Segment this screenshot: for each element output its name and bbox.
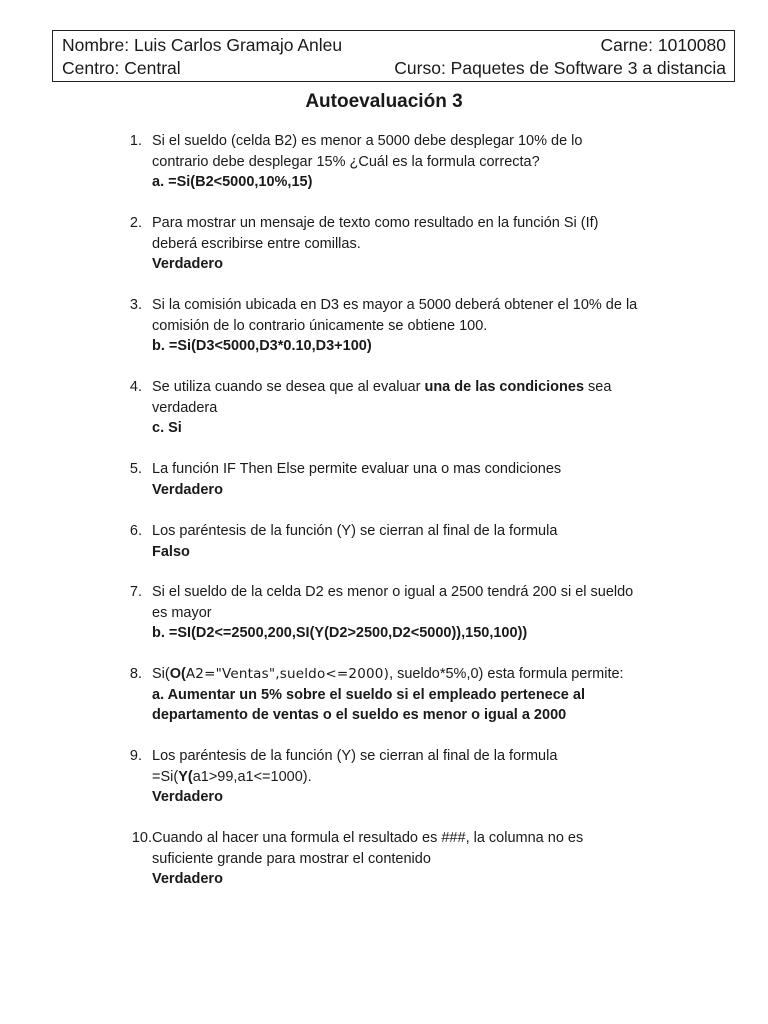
- question-text: Si el sueldo (celda B2) es menor a 5000 debe desplegar 10% de lo: [152, 133, 583, 149]
- question-text: Para mostrar un mensaje de texto como resultado en la función Si (If): [152, 215, 599, 231]
- question-text: Se utiliza cuando se desea que al evaluar una de las condiciones sea: [152, 379, 612, 395]
- answer-text: Verdadero: [152, 256, 223, 272]
- question-number: 1.: [129, 133, 142, 149]
- question-text: Los paréntesis de la función (Y) se cierran al final de la formula: [152, 523, 558, 539]
- question-text: Los paréntesis de la función (Y) se cierran al final de la formula: [152, 748, 558, 764]
- answer-text: Verdadero: [152, 481, 223, 498]
- answer-text: departamento de ventas o el sueldo es menor o igual a 2000: [152, 707, 567, 723]
- emphasis-text: O(: [169, 666, 186, 682]
- answer-text: Verdadero: [152, 871, 223, 887]
- question-text: contrario debe desplegar 15% ¿Cuál es la formula correcta?: [152, 153, 540, 170]
- answer-text: Verdadero: [152, 789, 223, 805]
- student-info-box: [52, 30, 735, 82]
- question-text: Si(O(A2="Ventas",sueldo<=2000), sueldo*5%,0) esta formula permite:: [152, 666, 624, 682]
- question-text: =Si(Y(a1>99,a1<=1000).: [152, 768, 312, 785]
- emphasis-text: Y(: [178, 768, 193, 785]
- question-text: suficiente grande para mostrar el contenido: [152, 850, 431, 867]
- question-number: 2.: [129, 215, 142, 231]
- question-number: 8.: [129, 666, 142, 682]
- question-text: verdadera: [152, 399, 218, 416]
- question-number: 9.: [129, 748, 142, 764]
- answer-text: a. Aumentar un 5% sobre el sueldo si el empleado pertenece al: [152, 686, 585, 703]
- question-number: 4.: [129, 379, 142, 395]
- question-text: Si el sueldo de la celda D2 es menor o igual a 2500 tendrá 200 si el sueldo: [152, 584, 634, 600]
- question-text: Si la comisión ubicada en D3 es mayor a 5000 deberá obtener el 10% de la: [152, 297, 638, 313]
- student-id: Carne: 1010080: [600, 35, 726, 55]
- question-number: 7.: [129, 584, 142, 600]
- question-text: Cuando al hacer una formula el resultado es ###, la columna no es: [152, 830, 584, 846]
- answer-text: Falso: [152, 543, 190, 560]
- answer-text: b. =SI(D2<=2500,200,SI(Y(D2>2500,D2<5000)),150,100)): [152, 625, 528, 641]
- formula-text: A2="Ventas",sueldo<=2000): [185, 666, 390, 682]
- question-number: 10.: [131, 830, 152, 846]
- question-text: deberá escribirse entre comillas.: [152, 235, 361, 252]
- document-title: Autoevaluación 3: [305, 91, 463, 112]
- answer-text: a. =Si(B2<5000,10%,15): [152, 174, 313, 190]
- question-number: 5.: [129, 461, 142, 477]
- center-name: Centro: Central: [62, 58, 181, 78]
- question-number: 3.: [129, 297, 142, 313]
- student-name: Nombre: Luis Carlos Gramajo Anleu: [62, 35, 343, 55]
- question-text: La función IF Then Else permite evaluar una o mas condiciones: [152, 461, 562, 477]
- header-row-1: [62, 34, 726, 57]
- question-text: es mayor: [152, 604, 212, 621]
- emphasis-text: una de las condiciones: [424, 379, 585, 395]
- answer-text: c. Si: [152, 420, 182, 436]
- answer-text: b. =Si(D3<5000,D3*0.10,D3+100): [152, 338, 372, 354]
- question-text: comisión de lo contrario únicamente se obtiene 100.: [152, 317, 488, 334]
- header-row-2: [62, 57, 726, 80]
- course-name: Curso: Paquetes de Software 3 a distancia: [394, 58, 726, 78]
- question-number: 6.: [129, 523, 142, 539]
